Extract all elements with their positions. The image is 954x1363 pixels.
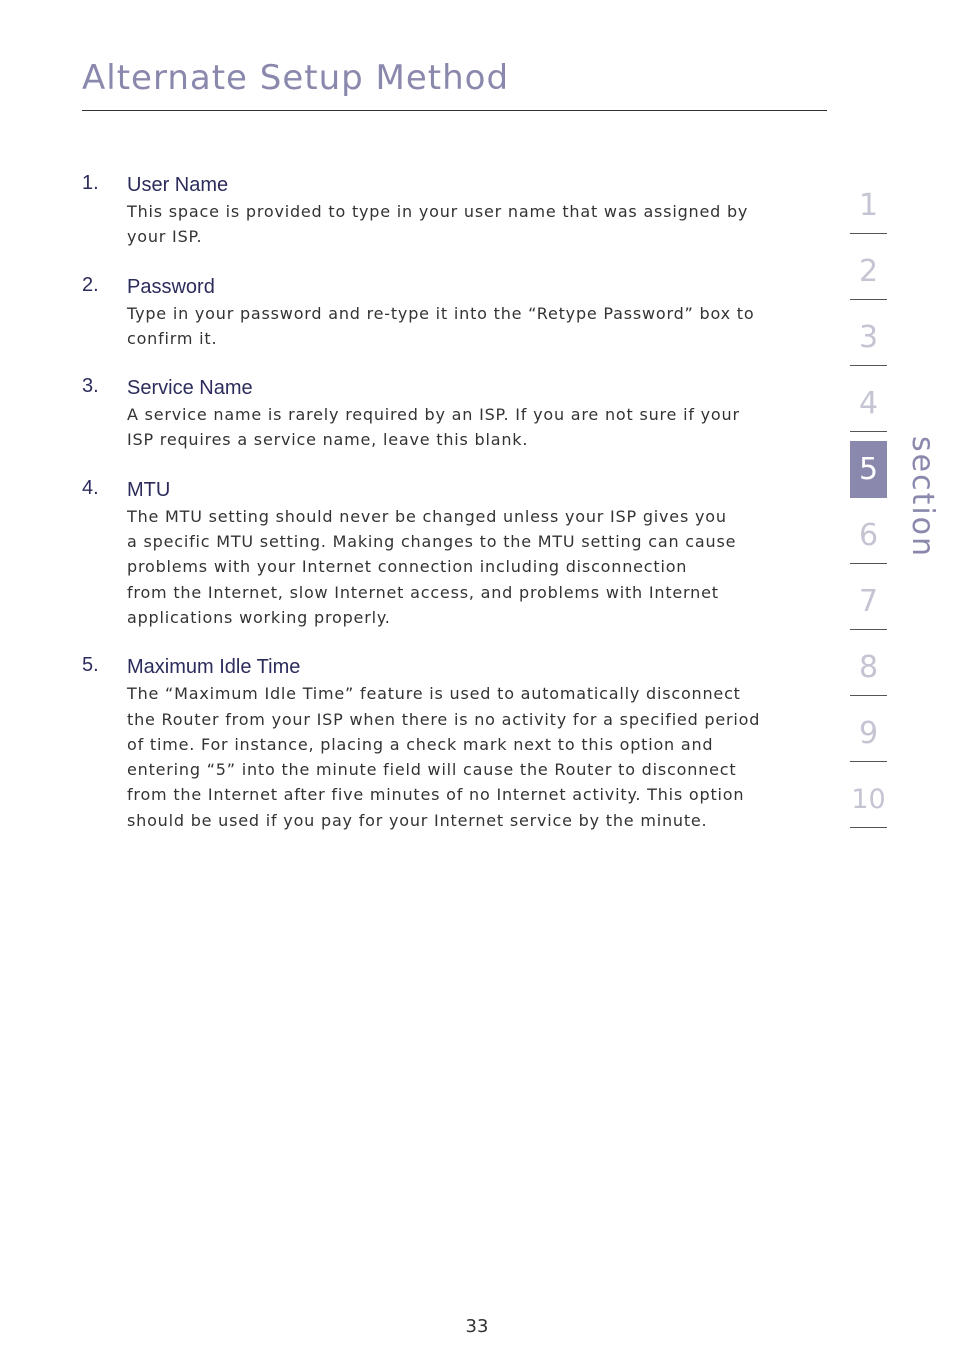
section-tab-6[interactable]: 6 xyxy=(850,507,887,564)
section-tab-1[interactable]: 1 xyxy=(850,177,887,234)
list-item-mtu xyxy=(82,477,802,630)
section-tab-2[interactable]: 2 xyxy=(850,243,887,300)
section-tab-4[interactable]: 4 xyxy=(850,375,887,432)
description-line: A service name is rarely required by an ISP. If you are not sure if your xyxy=(127,405,740,425)
item-heading: User Name xyxy=(127,174,229,196)
section-tab-10[interactable]: 10 xyxy=(850,771,887,828)
description-line: Type in your password and re-type it into the “Retype Password” box to xyxy=(127,303,755,323)
item-description xyxy=(127,199,802,250)
section-tab-5[interactable]: 5 xyxy=(850,441,887,498)
description-line: The MTU setting should never be changed unless your ISP gives you xyxy=(127,506,727,526)
item-description xyxy=(127,301,802,352)
title-divider xyxy=(82,110,827,111)
description-line: your ISP. xyxy=(127,227,203,247)
list-item-password xyxy=(82,274,802,352)
description-line: entering “5” into the minute field will cause the Router to disconnect xyxy=(127,760,737,780)
definition-list xyxy=(82,172,802,857)
description-line: from the Internet, slow Internet access, and problems with Internet xyxy=(127,582,719,602)
list-item-service-name xyxy=(82,375,802,453)
list-item-maximum-idle-time xyxy=(82,654,802,833)
description-line: confirm it. xyxy=(127,328,218,348)
item-number: 2. xyxy=(82,273,99,296)
description-line: from the Internet after five minutes of no Internet activity. This option xyxy=(127,785,745,805)
description-line: applications working properly. xyxy=(127,607,391,627)
section-tab-9[interactable]: 9 xyxy=(850,705,887,762)
description-line: This space is provided to type in your user name that was assigned by xyxy=(127,202,749,221)
page-title: Alternate Setup Method xyxy=(82,58,510,98)
description-line: problems with your Internet connection including disconnection xyxy=(127,557,688,577)
page-number: 33 xyxy=(465,1316,489,1337)
section-nav xyxy=(850,177,887,837)
item-number: 5. xyxy=(82,654,99,677)
item-number: 4. xyxy=(82,476,99,499)
item-description xyxy=(127,681,802,833)
description-line: should be used if you pay for your Internet service by the minute. xyxy=(127,810,708,830)
section-label: section xyxy=(905,436,940,559)
description-line: of time. For instance, placing a check mark next to this option and xyxy=(127,734,714,754)
description-line: The “Maximum Idle Time” feature is used to automatically disconnect xyxy=(127,684,741,704)
list-item-user-name xyxy=(82,172,802,250)
item-number: 1. xyxy=(82,172,99,194)
item-heading: MTU xyxy=(127,478,171,501)
section-tab-7[interactable]: 7 xyxy=(850,573,887,630)
description-line: ISP requires a service name, leave this blank. xyxy=(127,430,529,450)
section-tab-3[interactable]: 3 xyxy=(850,309,887,366)
item-heading: Service Name xyxy=(127,377,253,400)
item-heading: Password xyxy=(127,275,215,298)
item-description xyxy=(127,504,802,630)
description-line: the Router from your ISP when there is no activity for a specified period xyxy=(127,709,761,729)
item-description xyxy=(127,402,802,453)
section-tab-8[interactable]: 8 xyxy=(850,639,887,696)
item-heading: Maximum Idle Time xyxy=(127,656,301,679)
item-number: 3. xyxy=(82,375,99,398)
description-line: a specific MTU setting. Making changes to the MTU setting can cause xyxy=(127,532,737,552)
